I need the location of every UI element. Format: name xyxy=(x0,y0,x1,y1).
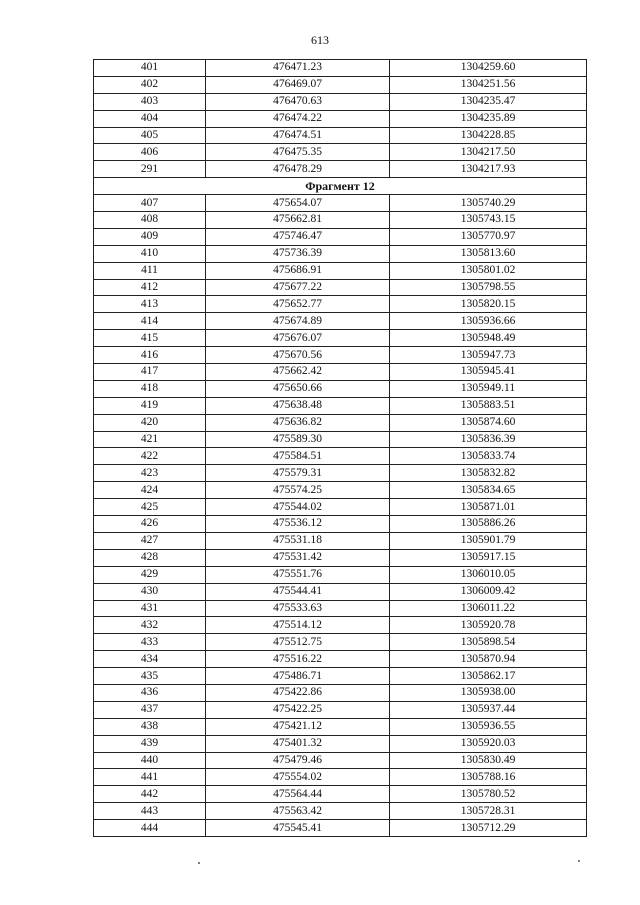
table-row xyxy=(94,617,587,634)
x-coordinate-cell: 476478.29 xyxy=(206,161,390,178)
y-coordinate-cell: 1305936.55 xyxy=(390,718,587,735)
x-coordinate-cell: 475512.75 xyxy=(206,634,390,651)
x-coordinate-cell: 475545.41 xyxy=(206,820,390,837)
point-number-cell: 414 xyxy=(94,313,206,330)
x-coordinate-cell: 475654.07 xyxy=(206,195,390,212)
table-row xyxy=(94,296,587,313)
x-coordinate-cell: 475544.41 xyxy=(206,583,390,600)
y-coordinate-cell: 1305871.01 xyxy=(390,499,587,516)
x-coordinate-cell: 476470.63 xyxy=(206,93,390,110)
point-number-cell: 444 xyxy=(94,820,206,837)
y-coordinate-cell: 1304235.89 xyxy=(390,110,587,127)
point-number-cell: 424 xyxy=(94,482,206,499)
y-coordinate-cell: 1305836.39 xyxy=(390,431,587,448)
x-coordinate-cell: 475486.71 xyxy=(206,668,390,685)
x-coordinate-cell: 475662.42 xyxy=(206,364,390,381)
point-number-cell: 430 xyxy=(94,583,206,600)
y-coordinate-cell: 1305788.16 xyxy=(390,769,587,786)
y-coordinate-cell: 1305770.97 xyxy=(390,228,587,245)
point-number-cell: 427 xyxy=(94,532,206,549)
table-row xyxy=(94,448,587,465)
y-coordinate-cell: 1305780.52 xyxy=(390,786,587,803)
point-number-cell: 416 xyxy=(94,347,206,364)
x-coordinate-cell: 475479.46 xyxy=(206,752,390,769)
table-row xyxy=(94,228,587,245)
x-coordinate-cell: 475686.91 xyxy=(206,262,390,279)
table-row xyxy=(94,718,587,735)
x-coordinate-cell: 475551.76 xyxy=(206,566,390,583)
x-coordinate-cell: 475674.89 xyxy=(206,313,390,330)
page-number: 613 xyxy=(311,33,329,47)
y-coordinate-cell: 1305743.15 xyxy=(390,212,587,229)
table-row xyxy=(94,414,587,431)
x-coordinate-cell: 475564.44 xyxy=(206,786,390,803)
scan-speck xyxy=(578,860,580,862)
point-number-cell: 422 xyxy=(94,448,206,465)
x-coordinate-cell: 475746.47 xyxy=(206,228,390,245)
point-number-cell: 419 xyxy=(94,397,206,414)
table-row xyxy=(94,803,587,820)
point-number-cell: 409 xyxy=(94,228,206,245)
table-row xyxy=(94,549,587,566)
table-row xyxy=(94,499,587,516)
x-coordinate-cell: 475584.51 xyxy=(206,448,390,465)
table-row xyxy=(94,245,587,262)
x-coordinate-cell: 475531.18 xyxy=(206,532,390,549)
coordinates-table xyxy=(93,59,587,837)
x-coordinate-cell: 475677.22 xyxy=(206,279,390,296)
y-coordinate-cell: 1305917.15 xyxy=(390,549,587,566)
point-number-cell: 441 xyxy=(94,769,206,786)
point-number-cell: 428 xyxy=(94,549,206,566)
section-title: Фрагмент 12 xyxy=(94,178,587,195)
table-row xyxy=(94,583,587,600)
x-coordinate-cell: 475676.07 xyxy=(206,330,390,347)
x-coordinate-cell: 475574.25 xyxy=(206,482,390,499)
y-coordinate-cell: 1305798.55 xyxy=(390,279,587,296)
table-row xyxy=(94,262,587,279)
y-coordinate-cell: 1305834.65 xyxy=(390,482,587,499)
table-row xyxy=(94,684,587,701)
y-coordinate-cell: 1305801.02 xyxy=(390,262,587,279)
y-coordinate-cell: 1306009.42 xyxy=(390,583,587,600)
x-coordinate-cell: 475638.48 xyxy=(206,397,390,414)
y-coordinate-cell: 1305938.00 xyxy=(390,684,587,701)
y-coordinate-cell: 1305936.66 xyxy=(390,313,587,330)
y-coordinate-cell: 1305901.79 xyxy=(390,532,587,549)
table-row xyxy=(94,516,587,533)
x-coordinate-cell: 475422.86 xyxy=(206,684,390,701)
y-coordinate-cell: 1305820.15 xyxy=(390,296,587,313)
point-number-cell: 291 xyxy=(94,161,206,178)
table-row xyxy=(94,634,587,651)
y-coordinate-cell: 1305920.03 xyxy=(390,735,587,752)
x-coordinate-cell: 475579.31 xyxy=(206,465,390,482)
point-number-cell: 432 xyxy=(94,617,206,634)
table-row xyxy=(94,60,587,77)
x-coordinate-cell: 475670.56 xyxy=(206,347,390,364)
x-coordinate-cell: 475554.02 xyxy=(206,769,390,786)
y-coordinate-cell: 1305886.26 xyxy=(390,516,587,533)
y-coordinate-cell: 1305830.49 xyxy=(390,752,587,769)
table-row xyxy=(94,431,587,448)
table-row xyxy=(94,212,587,229)
y-coordinate-cell: 1304251.56 xyxy=(390,76,587,93)
y-coordinate-cell: 1305949.11 xyxy=(390,380,587,397)
table-row xyxy=(94,600,587,617)
x-coordinate-cell: 475536.12 xyxy=(206,516,390,533)
point-number-cell: 405 xyxy=(94,127,206,144)
table-row xyxy=(94,820,587,837)
point-number-cell: 429 xyxy=(94,566,206,583)
point-number-cell: 421 xyxy=(94,431,206,448)
y-coordinate-cell: 1305862.17 xyxy=(390,668,587,685)
table-body-before xyxy=(94,60,587,178)
x-coordinate-cell: 475544.02 xyxy=(206,499,390,516)
point-number-cell: 426 xyxy=(94,516,206,533)
point-number-cell: 415 xyxy=(94,330,206,347)
point-number-cell: 442 xyxy=(94,786,206,803)
point-number-cell: 436 xyxy=(94,684,206,701)
table-row xyxy=(94,532,587,549)
y-coordinate-cell: 1305883.51 xyxy=(390,397,587,414)
y-coordinate-cell: 1305870.94 xyxy=(390,651,587,668)
table-row xyxy=(94,161,587,178)
x-coordinate-cell: 475422.25 xyxy=(206,701,390,718)
x-coordinate-cell: 475401.32 xyxy=(206,735,390,752)
table-row xyxy=(94,651,587,668)
x-coordinate-cell: 475736.39 xyxy=(206,245,390,262)
table-row xyxy=(94,786,587,803)
point-number-cell: 412 xyxy=(94,279,206,296)
y-coordinate-cell: 1304217.93 xyxy=(390,161,587,178)
table-row xyxy=(94,397,587,414)
x-coordinate-cell: 475650.66 xyxy=(206,380,390,397)
point-number-cell: 437 xyxy=(94,701,206,718)
y-coordinate-cell: 1304228.85 xyxy=(390,127,587,144)
point-number-cell: 418 xyxy=(94,380,206,397)
table-row xyxy=(94,735,587,752)
point-number-cell: 425 xyxy=(94,499,206,516)
y-coordinate-cell: 1305833.74 xyxy=(390,448,587,465)
y-coordinate-cell: 1305947.73 xyxy=(390,347,587,364)
point-number-cell: 443 xyxy=(94,803,206,820)
y-coordinate-cell: 1305898.54 xyxy=(390,634,587,651)
table-row xyxy=(94,482,587,499)
point-number-cell: 404 xyxy=(94,110,206,127)
table-row xyxy=(94,465,587,482)
table-row xyxy=(94,566,587,583)
y-coordinate-cell: 1305728.31 xyxy=(390,803,587,820)
point-number-cell: 435 xyxy=(94,668,206,685)
table-row xyxy=(94,110,587,127)
table-body-after xyxy=(94,195,587,837)
x-coordinate-cell: 475652.77 xyxy=(206,296,390,313)
y-coordinate-cell: 1305832.82 xyxy=(390,465,587,482)
x-coordinate-cell: 476475.35 xyxy=(206,144,390,161)
x-coordinate-cell: 476471.23 xyxy=(206,60,390,77)
table-row xyxy=(94,380,587,397)
y-coordinate-cell: 1305937.44 xyxy=(390,701,587,718)
x-coordinate-cell: 476469.07 xyxy=(206,76,390,93)
table-row xyxy=(94,144,587,161)
y-coordinate-cell: 1305948.49 xyxy=(390,330,587,347)
point-number-cell: 402 xyxy=(94,76,206,93)
section-header-row xyxy=(94,178,587,195)
y-coordinate-cell: 1305945.41 xyxy=(390,364,587,381)
point-number-cell: 411 xyxy=(94,262,206,279)
table-row xyxy=(94,668,587,685)
table-section xyxy=(94,178,587,195)
point-number-cell: 413 xyxy=(94,296,206,313)
point-number-cell: 408 xyxy=(94,212,206,229)
y-coordinate-cell: 1304259.60 xyxy=(390,60,587,77)
point-number-cell: 439 xyxy=(94,735,206,752)
point-number-cell: 423 xyxy=(94,465,206,482)
point-number-cell: 431 xyxy=(94,600,206,617)
table-row xyxy=(94,279,587,296)
x-coordinate-cell: 475514.12 xyxy=(206,617,390,634)
y-coordinate-cell: 1305813.60 xyxy=(390,245,587,262)
x-coordinate-cell: 475589.30 xyxy=(206,431,390,448)
point-number-cell: 433 xyxy=(94,634,206,651)
y-coordinate-cell: 1305740.29 xyxy=(390,195,587,212)
x-coordinate-cell: 475636.82 xyxy=(206,414,390,431)
point-number-cell: 403 xyxy=(94,93,206,110)
y-coordinate-cell: 1305920.78 xyxy=(390,617,587,634)
table-row xyxy=(94,769,587,786)
table-row xyxy=(94,330,587,347)
x-coordinate-cell: 475531.42 xyxy=(206,549,390,566)
point-number-cell: 420 xyxy=(94,414,206,431)
table-row xyxy=(94,93,587,110)
point-number-cell: 406 xyxy=(94,144,206,161)
x-coordinate-cell: 475533.63 xyxy=(206,600,390,617)
point-number-cell: 438 xyxy=(94,718,206,735)
point-number-cell: 434 xyxy=(94,651,206,668)
table-row xyxy=(94,127,587,144)
y-coordinate-cell: 1304235.47 xyxy=(390,93,587,110)
table-row xyxy=(94,76,587,93)
point-number-cell: 401 xyxy=(94,60,206,77)
x-coordinate-cell: 476474.51 xyxy=(206,127,390,144)
y-coordinate-cell: 1306011.22 xyxy=(390,600,587,617)
table-row xyxy=(94,701,587,718)
x-coordinate-cell: 475421.12 xyxy=(206,718,390,735)
point-number-cell: 407 xyxy=(94,195,206,212)
point-number-cell: 440 xyxy=(94,752,206,769)
table-row xyxy=(94,195,587,212)
x-coordinate-cell: 476474.22 xyxy=(206,110,390,127)
table-row xyxy=(94,347,587,364)
y-coordinate-cell: 1305874.60 xyxy=(390,414,587,431)
table-row xyxy=(94,313,587,330)
point-number-cell: 410 xyxy=(94,245,206,262)
y-coordinate-cell: 1305712.29 xyxy=(390,820,587,837)
y-coordinate-cell: 1306010.05 xyxy=(390,566,587,583)
point-number-cell: 417 xyxy=(94,364,206,381)
table-row xyxy=(94,364,587,381)
x-coordinate-cell: 475516.22 xyxy=(206,651,390,668)
x-coordinate-cell: 475563.42 xyxy=(206,803,390,820)
table-row xyxy=(94,752,587,769)
x-coordinate-cell: 475662.81 xyxy=(206,212,390,229)
scan-speck xyxy=(198,862,200,864)
y-coordinate-cell: 1304217.50 xyxy=(390,144,587,161)
